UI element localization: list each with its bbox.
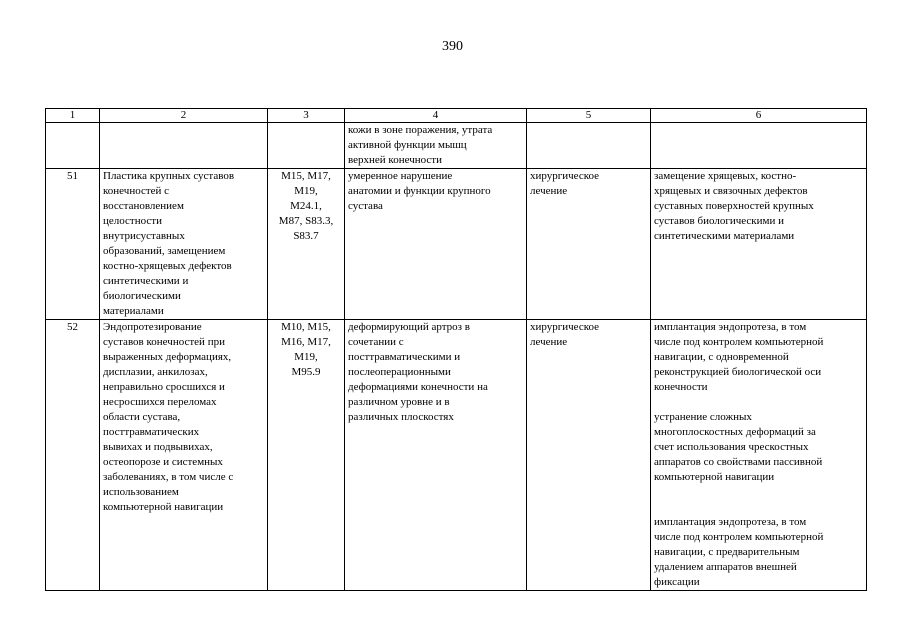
cell-text-line: 52 xyxy=(67,321,78,333)
cell-text-line: послеоперационными xyxy=(348,366,451,378)
cell-text-line: заболеваниях, в том числе с xyxy=(103,471,234,483)
cell-text-line: M10, M15, xyxy=(281,321,331,333)
cell-text-line: образований, замещением xyxy=(103,245,226,257)
table-row xyxy=(46,320,867,591)
cell-text-line: умеренное нарушение xyxy=(348,170,453,182)
table-header-row xyxy=(46,109,867,123)
cell-text-line: навигации, с предварительным xyxy=(654,546,800,558)
blank-line xyxy=(654,485,863,500)
treatment-method-cell xyxy=(651,169,867,320)
column-header-6: 6 xyxy=(651,109,867,123)
cell-text-line: неправильно сросшихся и xyxy=(103,381,225,393)
cell-text-line: устранение сложных xyxy=(654,411,752,423)
cell-text-line: M19, xyxy=(294,351,318,363)
cell-text-line: хирургическое xyxy=(530,170,600,182)
cell-text-line: хирургическое xyxy=(530,321,600,333)
cell-text-line: суставных поверхностей крупных xyxy=(654,200,814,212)
row-number-cell xyxy=(46,320,100,591)
cell-text-line: различных плоскостях xyxy=(348,411,454,423)
intervention-name-cell xyxy=(100,169,268,320)
cell-text-line: Пластика крупных суставов xyxy=(103,170,235,182)
cell-text-line: 51 xyxy=(67,170,78,182)
cell-text-line: целостности xyxy=(103,215,162,227)
cell-text-line: использованием xyxy=(103,486,179,498)
table-row xyxy=(46,123,867,169)
cell-text-line: внутрисуставных xyxy=(103,230,185,242)
treatment-type-cell xyxy=(527,320,651,591)
cell-text-line: различном уровне и в xyxy=(348,396,450,408)
cell-text-line: компьютерной навигации xyxy=(103,501,224,513)
cell-text-line: синтетическими материалами xyxy=(654,230,795,242)
cell-text-line: аппаратов со свойствами пассивной xyxy=(654,456,823,468)
cell-text-line: дисплазии, анкилозах, xyxy=(103,366,208,378)
cell-text-line: лечение xyxy=(530,185,568,197)
cell-text-line: конечности xyxy=(654,381,708,393)
column-header-1: 1 xyxy=(46,109,100,123)
column-header-4: 4 xyxy=(345,109,527,123)
cell-text-line: деформирующий артроз в xyxy=(348,321,470,333)
cell-text-line: активной функции мышц xyxy=(348,139,467,151)
cell-text-line: M24.1, xyxy=(290,200,322,212)
treatment-type-cell xyxy=(527,123,651,169)
cell-text-line: имплантация эндопротеза, в том xyxy=(654,321,807,333)
patient-model-cell xyxy=(345,169,527,320)
treatment-method-cell xyxy=(651,320,867,591)
cell-text-line: суставов биологическими и xyxy=(654,215,785,227)
treatment-method-cell xyxy=(651,123,867,169)
cell-text-line: конечностей с xyxy=(103,185,170,197)
cell-text-line: компьютерной навигации xyxy=(654,471,775,483)
cell-text-line: кожи в зоне поражения, утрата xyxy=(348,124,493,136)
cell-text-line: области сустава, xyxy=(103,411,181,423)
patient-model-cell xyxy=(345,123,527,169)
cell-text-line: несросшихся переломах xyxy=(103,396,217,408)
cell-text-line: M16, M17, xyxy=(281,336,331,348)
cell-text-line: вывихах и подвывихах, xyxy=(103,441,213,453)
row-number-cell xyxy=(46,169,100,320)
blank-line xyxy=(654,500,863,515)
cell-text-line: имплантация эндопротеза, в том xyxy=(654,516,807,528)
cell-text-line: M15, M17, xyxy=(281,170,331,182)
cell-text-line: хрящевых и связочных дефектов xyxy=(654,185,808,197)
cell-text-line: остеопорозе и системных xyxy=(103,456,223,468)
cell-text-line: Эндопротезирование xyxy=(103,321,202,333)
table-row xyxy=(46,169,867,320)
cell-text-line: числе под контролем компьютерной xyxy=(654,531,824,543)
cell-text-line: посттравматических xyxy=(103,426,200,438)
cell-text-line: костно-хрящевых дефектов xyxy=(103,260,232,272)
cell-text-line: восстановлением xyxy=(103,200,184,212)
intervention-name-cell xyxy=(100,320,268,591)
cell-text-line: многоплоскостных деформаций за xyxy=(654,426,816,438)
cell-text-line: фиксации xyxy=(654,576,700,588)
cell-text-line: анатомии и функции крупного xyxy=(348,185,491,197)
icd-codes-cell xyxy=(268,123,345,169)
cell-text-line: навигации, с одновременной xyxy=(654,351,789,363)
cell-text-line: счет использования чрескостных xyxy=(654,441,809,453)
intervention-name-cell xyxy=(100,123,268,169)
cell-text-line: синтетическими и xyxy=(103,275,189,287)
cell-text-line: сочетании с xyxy=(348,336,404,348)
cell-text-line: лечение xyxy=(530,336,568,348)
cell-text-line: числе под контролем компьютерной xyxy=(654,336,824,348)
cell-text-line: M19, xyxy=(294,185,318,197)
column-header-3: 3 xyxy=(268,109,345,123)
cell-text-line: замещение хрящевых, костно- xyxy=(654,170,797,182)
icd-codes-cell xyxy=(268,169,345,320)
patient-model-cell xyxy=(345,320,527,591)
column-header-5: 5 xyxy=(527,109,651,123)
cell-text-line: выраженных деформациях, xyxy=(103,351,232,363)
cell-text-line: реконструкцией биологической оси xyxy=(654,366,822,378)
cell-text-line: биологическими xyxy=(103,290,181,302)
blank-line xyxy=(654,395,863,410)
cell-text-line: сустава xyxy=(348,200,383,212)
cell-text-line: деформациями конечности на xyxy=(348,381,488,393)
cell-text-line: удалением аппаратов внешней xyxy=(654,561,797,573)
cell-text-line: M87, S83.3, xyxy=(278,215,334,227)
medical-care-table xyxy=(45,108,867,591)
icd-codes-cell xyxy=(268,320,345,591)
cell-text-line: суставов конечностей при xyxy=(103,336,225,348)
column-header-2: 2 xyxy=(100,109,268,123)
cell-text-line: S83.7 xyxy=(293,230,319,242)
cell-text-line: верхней конечности xyxy=(348,154,442,166)
row-number-cell xyxy=(46,123,100,169)
cell-text-line: M95.9 xyxy=(291,366,321,378)
cell-text-line: посттравматическими и xyxy=(348,351,461,363)
treatment-type-cell xyxy=(527,169,651,320)
page-number: 390 xyxy=(442,39,463,54)
cell-text-line: материалами xyxy=(103,305,164,317)
